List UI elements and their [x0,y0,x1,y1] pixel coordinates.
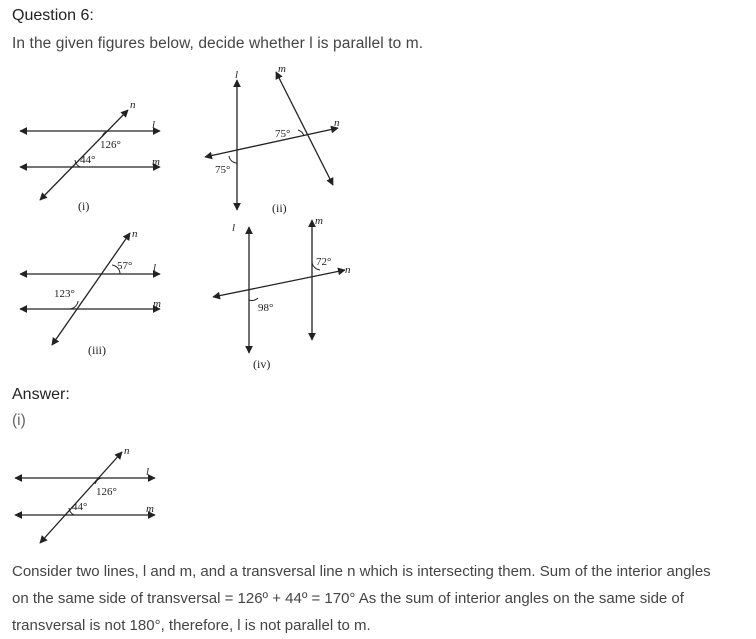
figure-2 [200,60,360,225]
angle-label-b: 98° [258,302,274,314]
label-m: m [153,298,161,310]
figure-4 [205,215,365,375]
angle-label-b: 123° [54,288,75,300]
label-l: l [235,69,239,81]
answer-explanation [12,558,752,639]
explanation-line: transversal is not 180°, therefore, l is not parallel to m. [12,617,371,634]
figure-caption: (iv) [253,357,271,371]
label-l: l [146,466,150,478]
label-n: n [130,99,136,111]
answer-part-label: (i) [12,412,26,429]
angle-arc [95,478,101,484]
label-l: l [153,262,157,274]
label-n: n [334,117,340,129]
answer-figure [0,440,200,550]
angle-arc [70,301,78,309]
figure-caption: (i) [78,199,90,213]
line-n [205,128,338,157]
angle-label-b: 75° [215,164,231,176]
figure-1 [0,90,200,220]
figure-caption: (iii) [88,343,106,357]
label-l: l [152,119,156,131]
answer-heading: Answer: [12,386,70,403]
figure-caption: (ii) [272,201,287,215]
label-m: m [315,215,323,227]
question-prompt: In the given figures below, decide whether l is parallel to m. [12,35,424,52]
angle-arc [249,298,258,300]
angle-label-a: 126° [96,486,117,498]
label-n: n [124,445,130,457]
label-l: l [232,222,236,234]
angle-label-a: 75° [275,128,291,140]
angle-label-b: 44° [80,154,96,166]
label-m: m [146,503,154,515]
question-heading: Question 6: [12,7,94,24]
angle-label-a: 126° [100,139,121,151]
label-m: m [278,63,286,75]
label-n: n [132,228,138,240]
angle-label-b: 44° [72,501,88,513]
angle-label-a: 57° [117,260,133,272]
line-n [213,270,345,297]
explanation-line: Consider two lines, l and m, and a transversal line n which is intersecting them. Sum of the interior angles [12,563,711,580]
figure-3 [0,225,200,360]
explanation-line: on the same side of transversal = 126º + 44º = 170° As the sum of interior angles on the same side of [12,590,684,607]
angle-arc [229,156,237,163]
angle-label-a: 72° [316,256,332,268]
label-n: n [345,264,351,276]
label-m: m [152,156,160,168]
